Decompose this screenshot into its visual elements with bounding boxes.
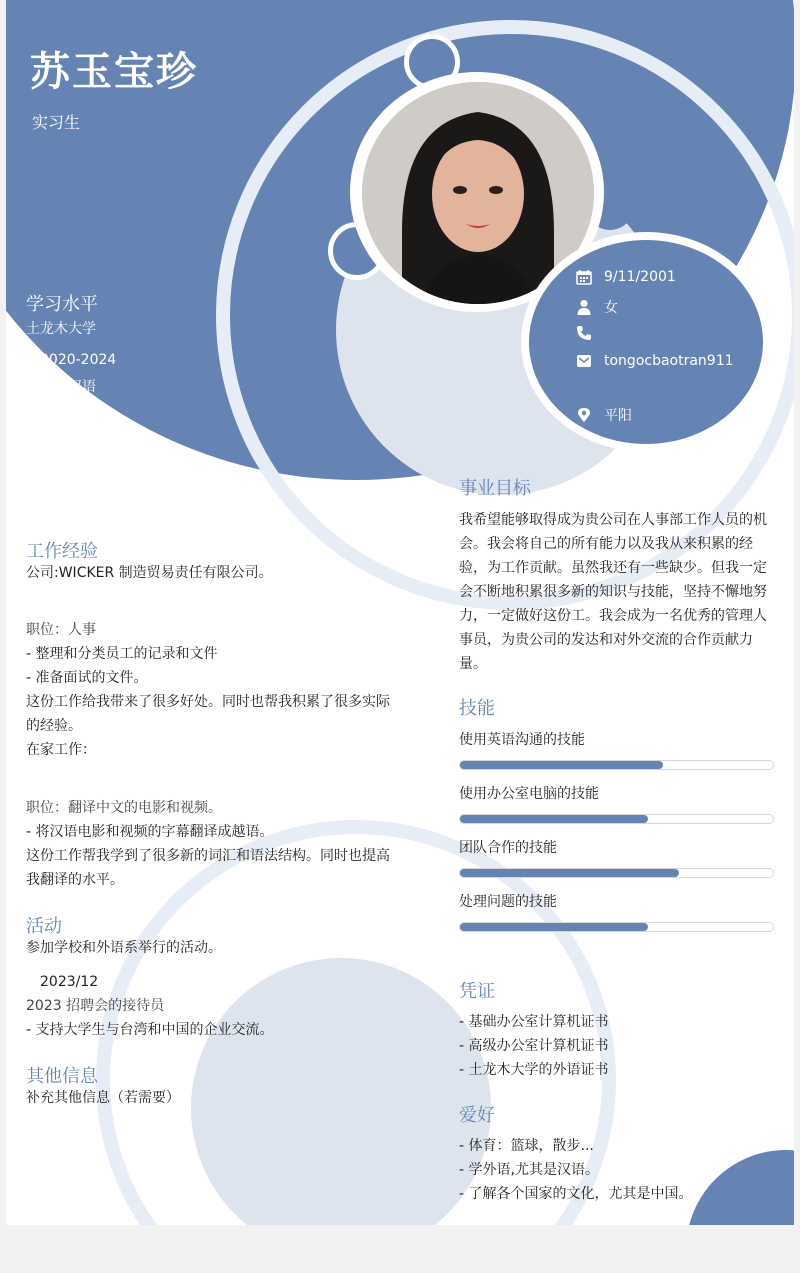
- objective-line: 会。我会将自己的所有能力以及我从来积累的经: [459, 536, 753, 552]
- experience-duty: - 将汉语电影和视频的字幕翻译成越语。: [26, 824, 274, 840]
- education-years: 2020-2024: [40, 352, 117, 368]
- experience-summary: 这份工作给我带来了很多好处。同时也帮我积累了很多实际: [26, 694, 390, 710]
- activities-detail: - 支持大学生与台湾和中国的企业交流。: [26, 1022, 274, 1038]
- objective-line: 我希望能够取得成为贵公司在人事部工作人员的机: [459, 512, 767, 528]
- objective-line: 事员，为贵公司的发达和对外交流的合作贡献力: [459, 632, 753, 648]
- birthday-value: 9/11/2001: [604, 269, 676, 285]
- activities-heading: 活动: [26, 916, 62, 937]
- calendar-icon: [576, 269, 592, 285]
- job-title: 实习生: [32, 113, 81, 132]
- decor-corner-blob: [686, 1150, 794, 1225]
- objective-line: 力，一定做好这份工。我会成为一名优秀的管理人: [459, 608, 767, 624]
- hobby-item: - 了解各个国家的文化，尤其是中国。: [459, 1186, 693, 1202]
- experience-position-2: 职位：翻译中文的电影和视频。: [26, 800, 222, 816]
- skill-bar: [459, 760, 774, 770]
- phone-icon: [576, 325, 592, 341]
- education-grade: 成绩：良好: [26, 403, 96, 419]
- address-value: 平阳: [604, 408, 632, 424]
- activities-intro: 参加学校和外语系举行的活动。: [26, 940, 222, 956]
- education-school: 土龙木大学: [26, 321, 96, 337]
- skill-bar: [459, 868, 774, 878]
- other-heading: 其他信息: [26, 1066, 98, 1087]
- skill-bar-fill: [460, 761, 663, 769]
- contact-gender: [576, 297, 618, 317]
- skill-label: 团队合作的技能: [459, 840, 557, 856]
- experience-position-1: 职位：人事: [26, 622, 96, 638]
- skill-bar-fill: [460, 815, 648, 823]
- experience-company-2: 在家工作：: [26, 742, 96, 758]
- experience-duty: - 整理和分类员工的记录和文件: [26, 646, 218, 662]
- experience-heading: 工作经验: [26, 541, 98, 562]
- other-text: 补充其他信息（若需要）: [26, 1090, 180, 1106]
- user-icon: [576, 299, 592, 315]
- objective-line: 验，为工作贡献。虽然我还有一些缺少。但我一定: [459, 560, 767, 576]
- experience-summary: 我翻译的水平。: [26, 872, 124, 888]
- certificates-heading: 凭证: [459, 981, 495, 1002]
- skill-bar: [459, 922, 774, 932]
- education-major: 专业：汉语: [26, 379, 96, 395]
- full-name: 苏玉宝珍: [30, 49, 198, 95]
- hobbies-heading: 爱好: [459, 1105, 495, 1126]
- contact-phone: [576, 325, 604, 341]
- objective-line: 会不断地积累很多新的知识与技能，坚持不懈地努: [459, 584, 767, 600]
- email-value: tongocbaotran911: [604, 353, 734, 369]
- skills-heading: 技能: [459, 698, 495, 719]
- location-icon: [576, 407, 592, 423]
- objective-heading: 事业目标: [459, 478, 531, 499]
- certificate-item: - 基础办公室计算机证书: [459, 1014, 609, 1030]
- skill-bar-fill: [460, 869, 679, 877]
- hobby-item: - 学外语,尤其是汉语。: [459, 1162, 599, 1178]
- hobby-item: - 体育：篮球，散步...: [459, 1138, 594, 1154]
- skill-label: 使用办公室电脑的技能: [459, 786, 599, 802]
- experience-summary: 的经验。: [26, 718, 82, 734]
- skill-bar-fill: [460, 923, 648, 931]
- experience-duty: - 准备面试的文件。: [26, 670, 148, 686]
- objective-line: 量。: [459, 656, 487, 672]
- skill-label: 处理问题的技能: [459, 894, 557, 910]
- skill-label: 使用英语沟通的技能: [459, 732, 585, 748]
- experience-company: 公司:WICKER 制造贸易责任有限公司。: [26, 565, 273, 581]
- activities-event: 2023 招聘会的接待员: [26, 998, 165, 1014]
- contact-address: [576, 405, 632, 425]
- contact-email: [576, 353, 734, 369]
- contact-birthday: [576, 269, 676, 285]
- education-heading: 学习水平: [26, 294, 98, 315]
- certificate-item: - 土龙木大学的外语证书: [459, 1062, 609, 1078]
- experience-summary: 这份工作帮我学到了很多新的词汇和语法结构。同时也提高: [26, 848, 390, 864]
- email-icon: [576, 353, 592, 369]
- skill-bar: [459, 814, 774, 824]
- resume-page: [6, 0, 794, 1225]
- gender-value: 女: [604, 300, 618, 316]
- activities-date: 2023/12: [40, 974, 99, 990]
- certificate-item: - 高级办公室计算机证书: [459, 1038, 609, 1054]
